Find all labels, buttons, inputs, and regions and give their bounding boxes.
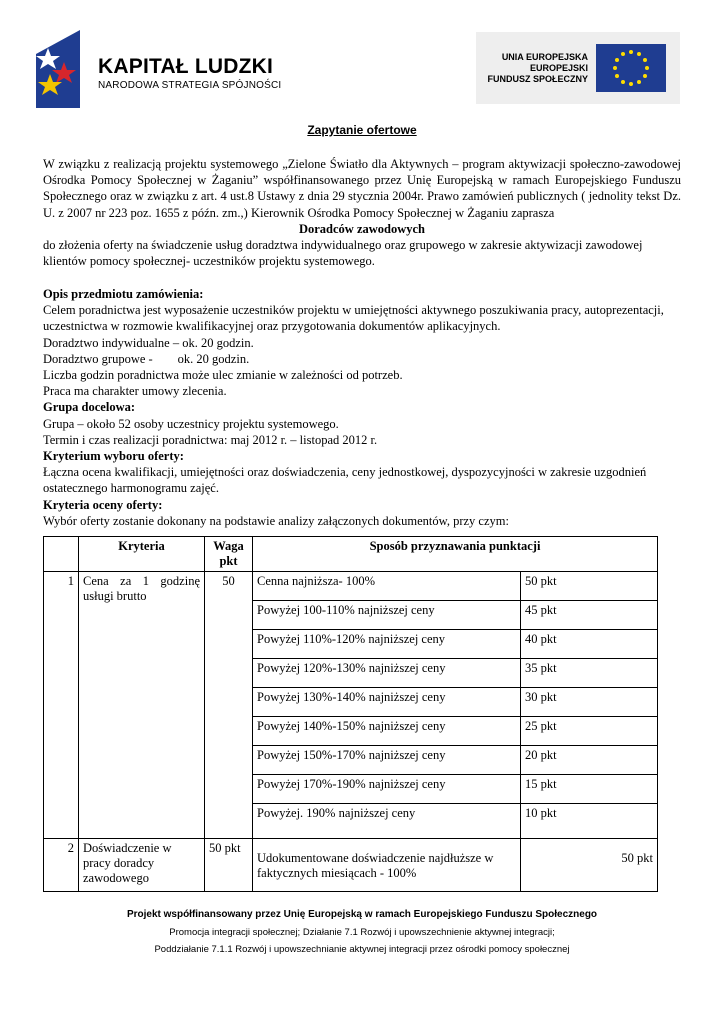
row1-item-pkt: 20 pkt xyxy=(521,746,658,775)
row1-item-opis: Powyżej 120%-130% najniższej ceny xyxy=(253,659,521,688)
row1-item-pkt: 45 pkt xyxy=(521,601,658,630)
opis-line1: Doradztwo indywidualne – ok. 20 godzin. xyxy=(43,335,254,350)
eu-logo xyxy=(476,32,680,104)
header-num xyxy=(44,537,79,572)
row2-num: 2 xyxy=(44,839,79,892)
opis-paragraph: Celem poradnictwa jest wyposażenie uczestników projektu w umiejętności aktywnego poszukiwania pracy, autoprezentacji, uczestnictwa w rozmowie kwalifikacyjnej oraz przygotowania dokumentów aplikacyjnych. xyxy=(43,303,664,334)
opis-line2: Doradztwo grupowe - ok. 20 godzin. xyxy=(43,351,250,366)
opis-heading: Opis przedmiotu zamówienia: xyxy=(43,287,204,301)
row1-item-opis: Powyżej 130%-140% najniższej ceny xyxy=(253,688,521,717)
row2-pkt: 50 pkt xyxy=(521,839,658,892)
opis-section xyxy=(43,286,681,529)
row1-item-opis: Powyżej 150%-170% najniższej ceny xyxy=(253,746,521,775)
opis-line3: Liczba godzin poradnictwa może ulec zmianie w zależności od potrzeb. xyxy=(43,368,403,383)
row2-opis: Udokumentowane doświadczenie najdłuższe w faktycznych miesiącach - 100% xyxy=(253,839,521,892)
row1-item-pkt: 30 pkt xyxy=(521,688,658,717)
row1-item-pkt: 50 pkt xyxy=(521,572,658,601)
kl-subtitle: NARODOWA STRATEGIA SPÓJNOŚCI xyxy=(98,80,282,91)
footer-line2: Promocja integracji społecznej; Działanie 7.1 Rozwój i upowszechnienie aktywnej integracji; xyxy=(169,927,555,938)
kryteria-oceny-heading: Kryteria oceny oferty: xyxy=(43,497,163,512)
grupa-line1: Grupa – około 52 osoby uczestnicy projektu systemowego. xyxy=(43,416,339,431)
row1-item-opis: Powyżej 110%-120% najniższej ceny xyxy=(253,630,521,659)
table-row xyxy=(44,839,658,892)
eu-line3: FUNDUSZ SPOŁECZNY xyxy=(487,74,588,84)
eu-line1: UNIA EUROPEJSKA xyxy=(501,52,588,62)
kl-title: KAPITAŁ LUDZKI xyxy=(98,55,274,78)
header-kryteria: Kryteria xyxy=(79,537,205,572)
row1-item-opis: Cenna najniższa- 100% xyxy=(253,572,521,601)
row1-item-pkt: 25 pkt xyxy=(521,717,658,746)
eu-text xyxy=(487,52,588,85)
kapital-ludzki-logo xyxy=(36,26,286,112)
intro2-paragraph: do złożenia oferty na świadczenie usług doradztwa indywidualnego oraz grupowego w zakresie aktywizacji zawodowej klientów pomocy społecznej- uczestników projektu systemowego. xyxy=(43,238,643,269)
row1-item-pkt: 40 pkt xyxy=(521,630,658,659)
criteria-table xyxy=(43,536,658,892)
row1-kryteria: Cena za 1 godzinę usługi brutto xyxy=(79,572,205,839)
grupa-line2: Termin i czas realizacji poradnictwa: maj 2012 r. – listopad 2012 r. xyxy=(43,432,378,447)
kapital-ludzki-star-icon xyxy=(36,26,84,112)
grupa-heading: Grupa docelowa: xyxy=(43,400,136,415)
row1-item-opis: Powyżej 140%-150% najniższej ceny xyxy=(253,717,521,746)
eu-flag-icon xyxy=(596,44,666,92)
row1-item-opis: Powyżej. 190% najniższej ceny xyxy=(253,804,521,839)
table-header-row xyxy=(44,537,658,572)
footer-line1: Projekt współfinansowany przez Unię Europejską w ramach Europejskiego Funduszu Społecznego xyxy=(126,909,598,920)
table-row xyxy=(44,572,658,601)
row1-num: 1 xyxy=(44,572,79,839)
row1-item-pkt: 10 pkt xyxy=(521,804,658,839)
row1-waga: 50 xyxy=(205,572,253,839)
row1-item-opis: Powyżej 100-110% najniższej ceny xyxy=(253,601,521,630)
kryterium-heading: Kryterium wyboru oferty: xyxy=(43,449,184,464)
document-title: Zapytanie ofertowe xyxy=(307,123,417,137)
row1-item-opis: Powyżej 170%-190% najniższej ceny xyxy=(253,775,521,804)
row1-item-pkt: 15 pkt xyxy=(521,775,658,804)
header-waga: Waga pkt xyxy=(205,537,253,572)
row1-item-pkt: 35 pkt xyxy=(521,659,658,688)
eu-line2: EUROPEJSKI xyxy=(529,63,588,73)
row2-waga: 50 pkt xyxy=(205,839,253,892)
footer-line3: Poddziałanie 7.1.1 Rozwój i upowszechnianie aktywnej integracji przez ośrodki pomocy społecznej xyxy=(154,944,570,955)
opis-line4: Praca ma charakter umowy zlecenia. xyxy=(43,384,227,399)
row2-kryteria: Doświadczenie w pracy doradcy zawodowego xyxy=(79,839,205,892)
kryteria-oceny-line: Wybór oferty zostanie dokonany na podstawie analizy załączonych dokumentów, przy czym: xyxy=(43,513,509,528)
header-sposob: Sposób przyznawania punktacji xyxy=(253,537,658,572)
heading-doradcow: Doradców zawodowych xyxy=(298,222,426,236)
intro-paragraph: W związku z realizacją projektu systemowego „Zielone Światło dla Aktywnych – program aktywizacji społeczno-zawodowej Ośrodka Pomocy Społecznej w Żaganiu” współfinansowanego przez Unię Europejską w ramach Europejskiego Funduszu Społecznego oraz w związku z art. 4 ust.8 Ustawy z dnia 29 stycznia 2004r. Prawo zamówień publicznych ( jednolity tekst Dz. U. z 2007 nr 223 poz. 1655 z późn. zm.,) Kierownik Ośrodka Pomocy Społecznej w Żaganiu zaprasza xyxy=(43,157,681,220)
kryterium-paragraph: Łączna ocena kwalifikacji, umiejętności oraz doświadczenia, ceny jednostkowej, dyspozycyjności w zakresie uzgodnień ostatecznego harmonogramu zajęć. xyxy=(43,465,647,496)
